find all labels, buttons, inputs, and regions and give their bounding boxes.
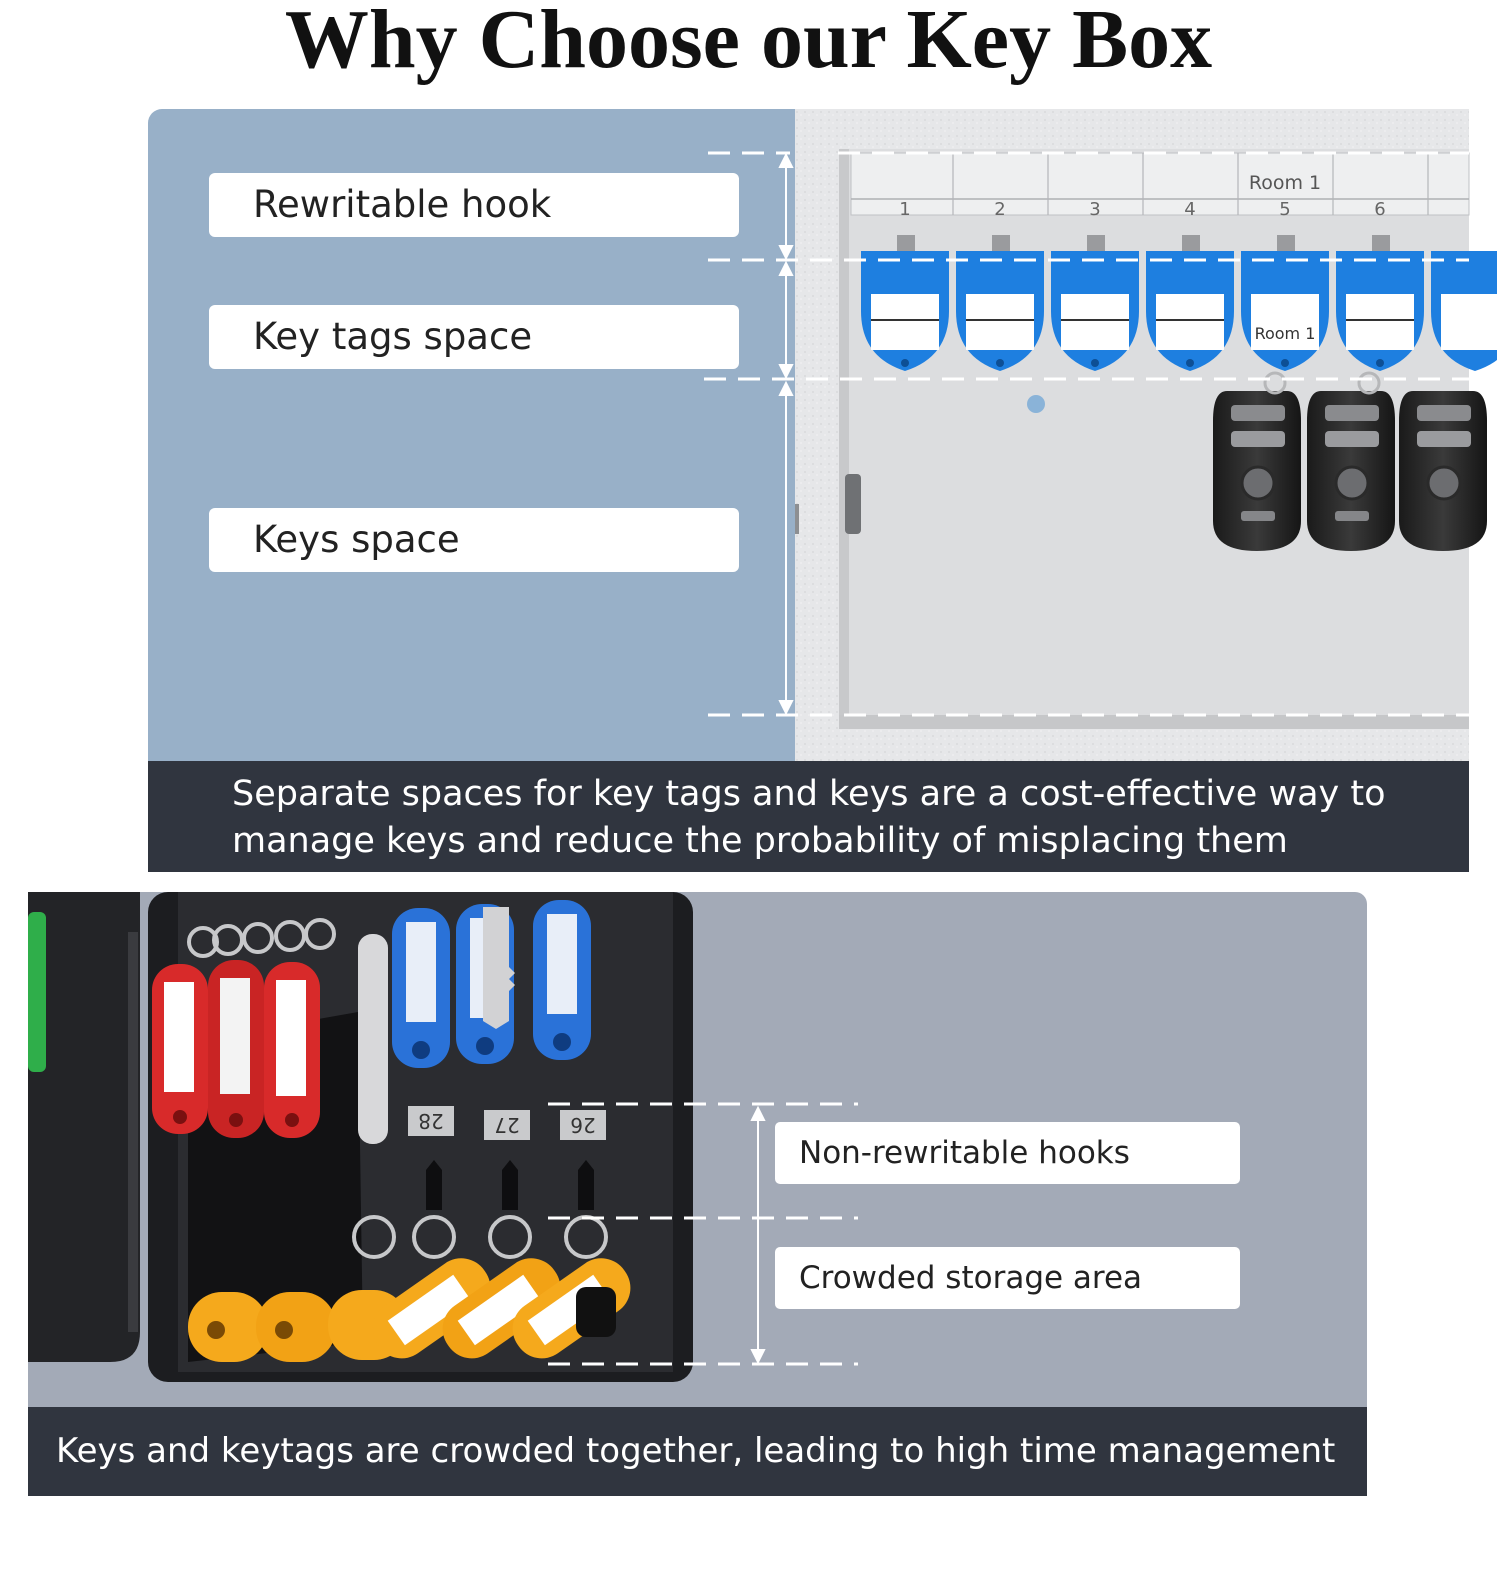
page-title: Why Choose our Key Box (284, 0, 1213, 86)
room-header-label: Room 1 (1248, 172, 1322, 194)
caption-band-bottom: Keys and keytags are crowded together, leading to high time management costs (28, 1407, 1367, 1496)
caption-line: manage keys and reduce the probability of misplacing them (232, 821, 1288, 861)
crowded-box-panel (28, 892, 1367, 1560)
hook-number: 27 (494, 1113, 520, 1137)
hook-number: 28 (418, 1109, 444, 1133)
label-keys-space: Keys space (209, 508, 739, 572)
hook-number: 6 (1374, 199, 1386, 220)
caption-band-top (148, 761, 1469, 872)
hook-number: 26 (570, 1113, 596, 1137)
label-non-rewritable-hooks: Non-rewritable hooks (775, 1122, 1240, 1184)
tag-room-label: Room 1 (1254, 324, 1316, 343)
hook-number: 3 (1089, 199, 1101, 220)
rewritable-box-panel (148, 109, 1469, 872)
hook-number: 5 (1279, 199, 1291, 220)
hook-number: 4 (1184, 199, 1196, 220)
caption-line: Separate spaces for key tags and keys are a cost-effective way to (232, 774, 1386, 814)
hook-number: 2 (994, 199, 1006, 220)
label-key-tags-space: Key tags space (209, 305, 739, 369)
label-crowded-storage-area: Crowded storage area (775, 1247, 1240, 1309)
label-rewritable-hook: Rewritable hook (209, 173, 739, 237)
hook-number: 1 (899, 199, 911, 220)
